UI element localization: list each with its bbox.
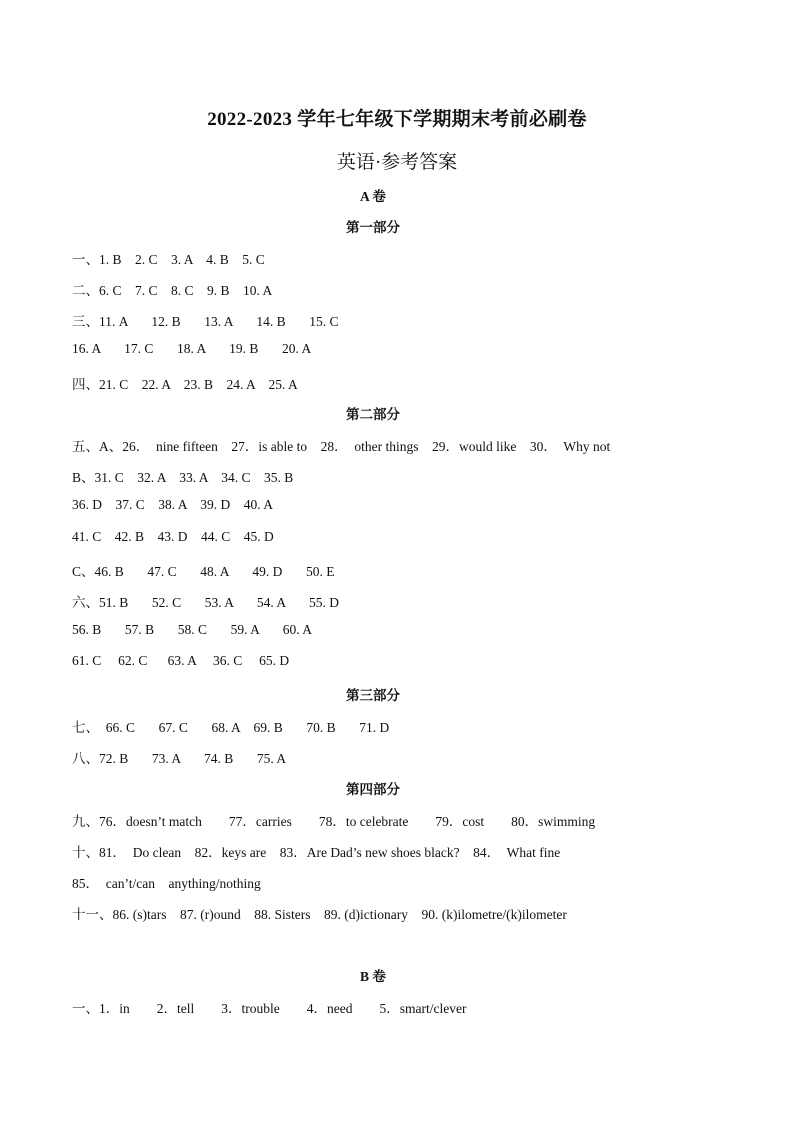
page-subtitle: 英语·参考答案 [336,152,458,173]
answer-line: 九、76．doesn’t match 77．carries 78．to celebrate 79．cost 80．swimming [72,814,596,829]
answer-line: 一、1．in 2．tell 3．trouble 4．need 5．smart/clever [72,1001,467,1016]
answer-line: 十、81． Do clean 82．keys are 83．Are Dad’s new shoes black? 84． What fine [72,845,561,860]
part-1-heading: 第一部分 [346,220,400,235]
part-2-heading: 第二部分 [346,407,400,422]
part-3-heading: 第三部分 [346,688,400,703]
answer-line: C、46. B 47. C 48. A 49. D 50. E [72,564,335,579]
answer-line: 36. D 37. C 38. A 39. D 40. A [72,497,274,512]
answer-line: B、31. C 32. A 33. A 34. C 35. B [72,470,294,485]
answer-line: 五、A、26． nine fifteen 27．is able to 28． other things 29．would like 30． Why not [72,439,611,454]
part-4-heading: 第四部分 [346,782,400,797]
answer-line: 16. A 17. C 18. A 19. B 20. A [72,341,312,356]
answer-line: 85． can’t/can anything/nothing [72,876,261,891]
answer-line: 十一、86. (s)tars 87. (r)ound 88. Sisters 89. (d)ictionary 90. (k)ilometre/(k)ilometer [72,907,567,922]
volume-b-heading: B 卷 [360,969,386,984]
answer-line: 七、 66. C 67. C 68. A 69. B 70. B 71. D [72,720,390,735]
answer-line: 56. B 57. B 58. C 59. A 60. A [72,622,313,637]
answer-line: 一、1. B 2. C 3. A 4. B 5. C [72,252,265,267]
answer-line: 八、72. B 73. A 74. B 75. A [72,751,287,766]
answer-line: 二、6. C 7. C 8. C 9. B 10. A [72,283,273,298]
answer-line: 六、51. B 52. C 53. A 54. A 55. D [72,595,340,610]
volume-a-heading: A 卷 [360,189,386,204]
answer-line: 三、11. A 12. B 13. A 14. B 15. C [72,314,339,329]
answer-line: 41. C 42. B 43. D 44. C 45. D [72,529,274,544]
answer-line: 61. C 62. C 63. A 36. C 65. D [72,653,290,668]
page-title: 2022-2023 学年七年级下学期期末考前必刷卷 [207,109,587,130]
answer-line: 四、21. C 22. A 23. B 24. A 25. A [72,377,298,392]
